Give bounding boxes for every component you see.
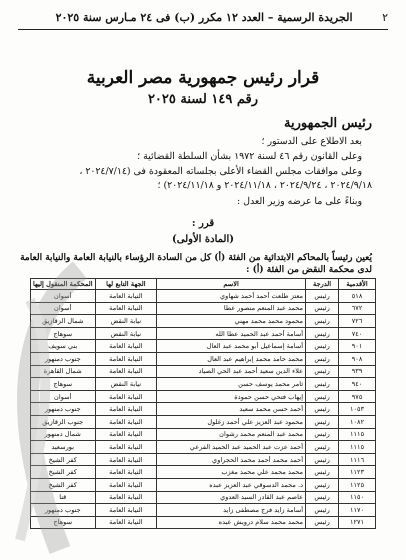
affiliation-cell: النيابة العامة [95,302,157,315]
court-cell: سوهاج [31,378,96,391]
affiliation-cell: النيابة العامة [95,504,157,517]
name-cell: محمد عبد المنعم منصور عطا [157,302,306,315]
court-cell: أسوان [31,302,96,315]
grade-cell: رئيس [306,441,339,454]
column-header: الاسم [157,279,306,290]
seniority-cell: ١١٢٥ [339,478,376,491]
court-cell: كفر الشيخ [31,453,96,466]
court-cell: جنوب دمنهور [31,504,96,517]
seniority-cell: ١٢٧١ [339,516,376,529]
name-cell: أحمد عزت عبد الحميد عبد الحميد الفرعي [157,441,306,454]
preamble-line: ٢٠٢٤/٩/١٨ ، ٢٠٢٤/٩/٢٤ ، ٢٠٢٤/١١/١٨ و ٢٠٢٤/١١/١٨) ؛ [157,180,372,191]
name-cell: محمد محمد علي محمد مغزب [157,466,306,479]
seniority-cell: ١١٢٣ [339,466,376,479]
name-cell: محمود عبد العزيز علي أحمد زغلول [157,415,306,428]
court-cell: شمال الزقازيق [31,315,96,328]
gazette-watermark [0,260,110,560]
seniority-cell: ٩٠١ [339,340,376,353]
seniority-cell: ١٠٥٣ [339,403,376,416]
name-cell: ثامر محمد يوسف حسن [157,378,306,391]
seniority-cell: ١١١٥ [339,428,376,441]
intro-line: يُعين رئيساً بالمحاكم الابتدائية من الفئة (أ) كل من السادة الرؤساء بالنيابة العامة والنيابة العامة [20,253,372,263]
column-header: الأقدمية [339,279,376,290]
name-cell: محمود محمد محمد مهني [157,315,306,328]
article-heading: (المادة الأولى) [172,234,234,245]
court-cell: كفر الشيخ [31,466,96,479]
grade-cell: رئيس [306,466,339,479]
affiliation-cell: النيابة العامة [95,415,157,428]
name-cell: أحمد حسن محمد سعيد [157,403,306,416]
preamble-line: وعلى القانون رقم ٤٦ لسنة ١٩٧٢ بشأن السلطة القضائية ؛ [137,151,362,162]
court-cell: أسوان [31,390,96,403]
court-cell: شمال دمنهور [31,428,96,441]
court-cell: جنوب دمنهور [31,403,96,416]
seniority-cell: ٦٧٢ [339,302,376,315]
grade-cell: رئيس [306,453,339,466]
court-cell: سوهاج [31,327,96,340]
seniority-cell: ٩٠٨ [339,352,376,365]
grade-cell: رئيس [306,403,339,416]
affiliation-cell: نيابة النقض [95,378,157,391]
name-cell: إيهاب فتحي حسن حمودة [157,390,306,403]
name-cell: أسامة إسماعيل أبو محمد عبد العال [157,340,306,353]
seniority-cell: ١١٧٠ [339,504,376,517]
grade-cell: رئيس [306,516,339,529]
decree-title: قرار رئيس جمهورية مصر العربية [86,68,320,88]
preamble-line: بعد الاطلاع على الدستور ؛ [261,136,362,147]
court-cell: بني سويف [31,340,96,353]
affiliation-cell: النيابة العامة [95,352,157,365]
name-cell: معتز طلعت أحمد أحمد شهاوي [157,290,306,303]
seniority-cell: ٧٢٦ [339,315,376,328]
column-header: الدرجة [306,279,339,290]
court-cell: بورسعيد [31,441,96,454]
president-heading: رئيس الجمهورية [284,116,372,131]
grade-cell: رئيس [306,340,339,353]
affiliation-cell: نيابة النقض [95,315,157,328]
seniority-cell: ١١١٦ [339,453,376,466]
seniority-cell: ١١٥٠ [339,491,376,504]
name-cell: أحمد محمد أحمد محمد الحجراوي [157,453,306,466]
grade-cell: رئيس [306,302,339,315]
grade-cell: رئيس [306,327,339,340]
affiliation-cell: النيابة العامة [95,453,157,466]
grade-cell: رئيس [306,428,339,441]
grade-cell: رئيس [306,390,339,403]
affiliation-cell: النيابة العامة [95,403,157,416]
name-cell: د. محمد الدسوقي عبد العزيز عبده [157,478,306,491]
court-cell: سوهاج [31,516,96,529]
affiliation-cell: نيابة النقض [95,327,157,340]
affiliation-cell: النيابة العامة [95,340,157,353]
court-cell: جنوب الزقازيق [31,415,96,428]
seniority-cell: ٥١٨ [339,290,376,303]
name-cell: عاصم عبد القادر السيد العدوي [157,491,306,504]
seniority-cell: ٩٤٠ [339,378,376,391]
column-header: المحكمة المنقول إليها [31,279,96,290]
seniority-cell: ١١١٥ [339,441,376,454]
name-cell: محمد حامد محمد إبراهيم عبد العال [157,352,306,365]
grade-cell: رئيس [306,290,339,303]
affiliation-cell: النيابة العامة [95,290,157,303]
court-cell: أسوان [31,290,96,303]
column-header: الجهة التابع لها [95,279,157,290]
affiliation-cell: النيابة العامة [95,466,157,479]
name-cell: محمد محمد سلام درويش عبده [157,516,306,529]
affiliation-cell: النيابة العامة [95,441,157,454]
affiliation-cell: النيابة العامة [95,365,157,378]
affiliation-cell: النيابة العامة [95,428,157,441]
court-cell: جنوب دمنهور [31,352,96,365]
grade-cell: رئيس [306,415,339,428]
affiliation-cell: النيابة العامة [95,390,157,403]
grade-cell: رئيس [306,478,339,491]
name-cell: محمد عبد المنعم محمد رشوان [157,428,306,441]
seniority-cell: ٩٣٩ [339,365,376,378]
court-cell: قنا [31,491,96,504]
name-cell: أسامة زايد فرج مصطفى زايد [157,504,306,517]
name-cell: علاء الدين سعيد أحمد عبد الحي الصياد [157,365,306,378]
grade-cell: رئيس [306,352,339,365]
affiliation-cell: النيابة العامة [95,478,157,491]
grade-cell: رئيس [306,491,339,504]
grade-cell: رئيس [306,365,339,378]
seniority-cell: ٧٤٠ [339,327,376,340]
decree-number: رقم ١٤٩ لسنة ٢٠٢٥ [147,92,259,107]
preamble-line: وبناءً على ما عرضه وزير العدل : [237,196,362,207]
decided-heading: قرر : [191,218,215,229]
page-number: ٢ [382,10,388,24]
name-cell: أسامة أحمد عبد الحميد عطا الله [157,327,306,340]
affiliation-cell: النيابة العامة [95,491,157,504]
court-cell: كفر الشيخ [31,478,96,491]
court-cell: شمال القاهرة [31,365,96,378]
gazette-title: الجريدة الرسمية – العدد ١٢ مكرر (ب) فى ٢٤ مـارس سنة ٢٠٢٥ [55,10,353,24]
seniority-cell: ٩٧٥ [339,390,376,403]
affiliation-cell: النيابة العامة [95,516,157,529]
page-header [18,8,388,30]
preamble-line: وعلى موافقات مجلس القضاء الأعلى بجلساته المعقودة فى (٢٠٢٤/٧/١٤ ، [79,166,362,177]
grade-cell: رئيس [306,504,339,517]
grade-cell: رئيس [306,378,339,391]
seniority-cell: ١٠٨٢ [339,415,376,428]
grade-cell: رئيس [306,315,339,328]
intro-line: لدى محكمة النقض من الفئة (أ) : [246,265,372,275]
